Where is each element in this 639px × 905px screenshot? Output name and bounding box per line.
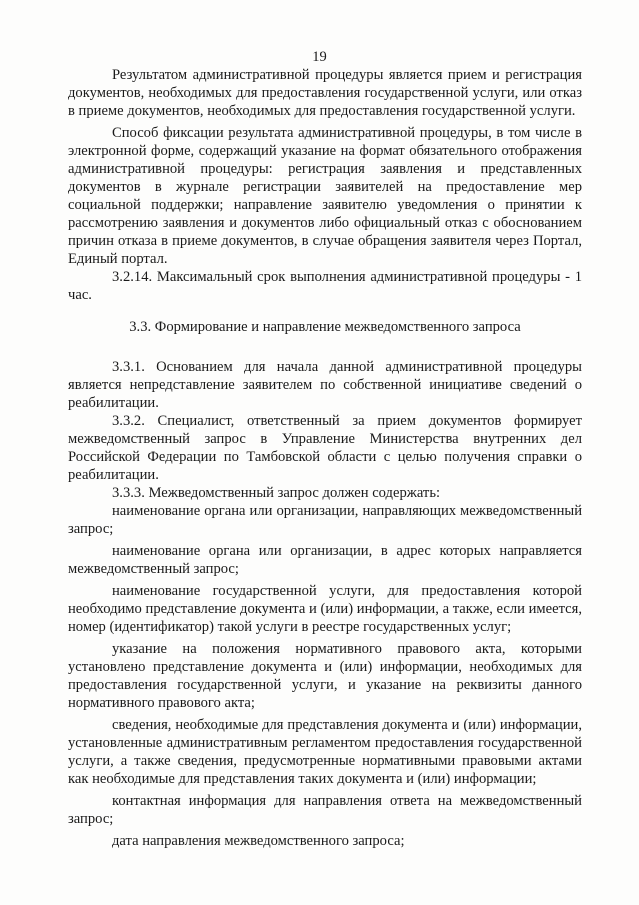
document-body: [68, 66, 582, 850]
section-heading: 3.3. Формирование и направление межведомственного запроса: [129, 319, 521, 335]
list-item-required-info: сведения, необходимые для представления документа и (или) информации, установленные административным регламентом предоставления государственной услуги, а также сведения, предусмотренные нормативными правовыми актами как необходимые для представления таких документа и (или) информации;: [68, 717, 582, 787]
list-item-request-date: дата направления межведомственного запроса;: [112, 833, 405, 849]
list-item-service-name: наименование государственной услуги, для предоставления которой необходимо представление документа и (или) информации, а также, если имеется, номер (идентификатор) такой услуги в реестре государственных услуг;: [68, 583, 582, 635]
paragraph-3-3-3: 3.3.3. Межведомственный запрос должен содержать:: [112, 485, 441, 501]
list-item-addressee-organ: наименование органа или организации, в адрес которых направляется межведомственный запрос;: [68, 543, 582, 577]
paragraph-result: Результатом административной процедуры является прием и регистрация документов, необходимых для предоставления государственной услуги, или отказ в приеме документов, необходимых для предоставления государственной услуги.: [68, 67, 582, 119]
paragraph-3-3-1: 3.3.1. Основанием для начала данной административной процедуры является непредставление заявителем по собственной инициативе сведений о реабилитации.: [68, 359, 582, 411]
paragraph-fixation-method: Способ фиксации результата административной процедуры, в том числе в электронной форме, содержащий указание на формат обязательного отображения административной процедуры: регистрация заявления и представленных документов в журнале регистрации заявителей на предоставление мер социальной поддержки; направление заявителю уведомления о принятии к рассмотрению заявления и документов либо официальный отказ с обоснованием причин отказа в приеме документов, в случае обращения заявителя через Портал, Единый портал.: [68, 125, 582, 267]
paragraph-3-3-2: 3.3.2. Специалист, ответственный за прием документов формирует межведомственный запрос в Управление Министерства внутренних дел Российской Федерации по Тамбовской области с целью получения справки о реабилитации.: [68, 413, 582, 483]
page-number: 19: [312, 49, 327, 65]
list-item-contact-info: контактная информация для направления ответа на межведомственный запрос;: [68, 793, 582, 827]
paragraph-max-duration: 3.2.14. Максимальный срок выполнения административной процедуры - 1 час.: [68, 269, 582, 303]
list-item-legal-act: указание на положения нормативного правового акта, которыми установлено представление документа и (или) информации, необходимых для предоставления государственной услуги, и указание на реквизиты данного нормативного правового акта;: [68, 641, 582, 711]
list-item-requesting-organ: наименование органа или организации, направляющих межведомственный запрос;: [68, 503, 582, 537]
